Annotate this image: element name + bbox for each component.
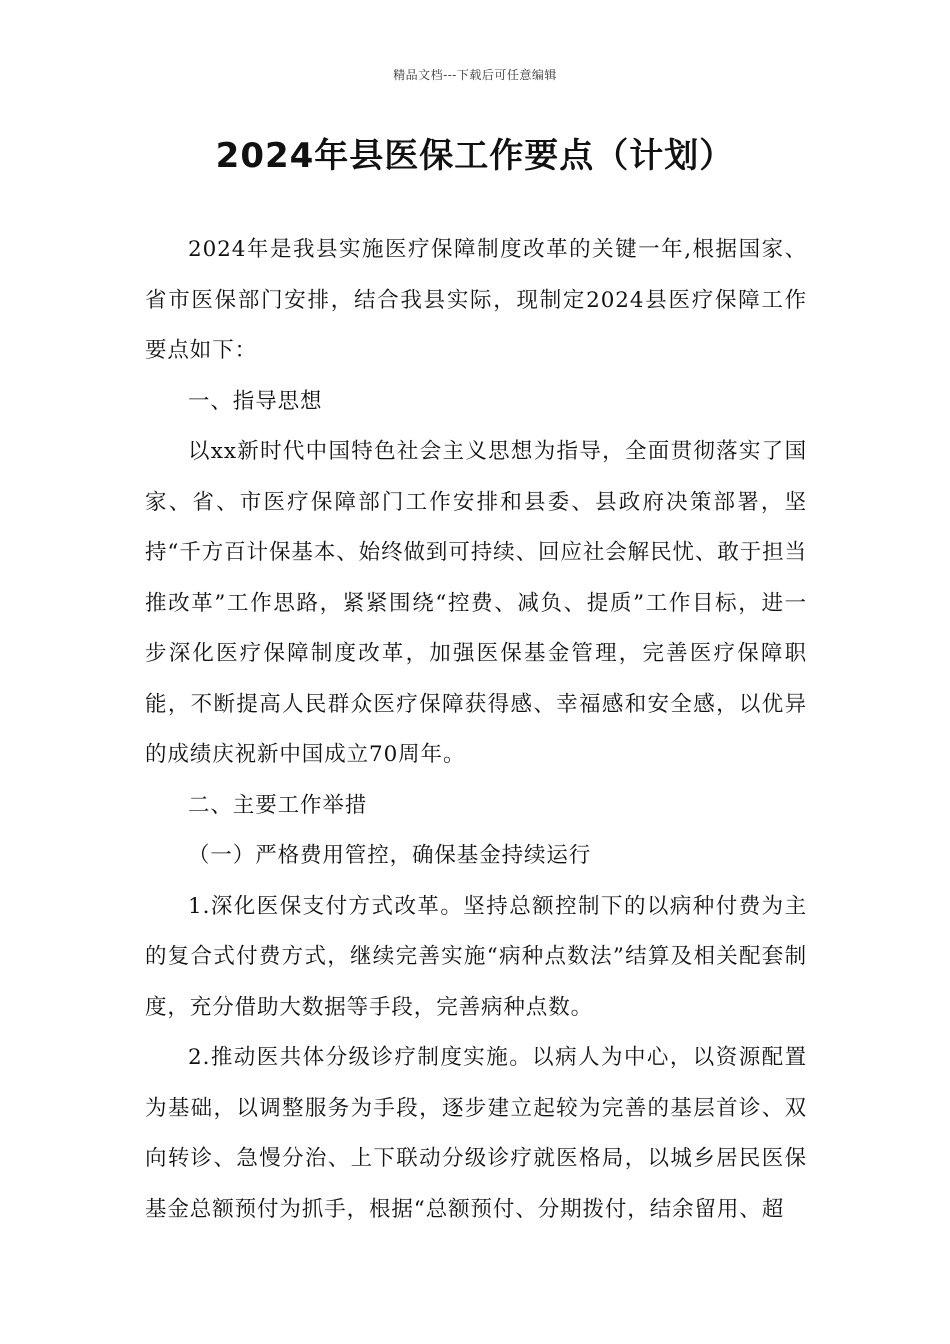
guiding-ideology-paragraph: 以xx新时代中国特色社会主义思想为指导，全面贯彻落实了国家、省、市医疗保障部门工作安排和县委、县政府决策部署，坚持“千方百计保基本、始终做到可持续、回应社会解民忧、敢于担当推改革”工作思路，紧紧围绕“控费、减负、提质”工作目标，进一步深化医疗保障制度改革，加强医保基金管理，完善医疗保障职能，不断提高人民群众医疗保障获得感、幸福感和安全感，以优异的成绩庆祝新中国成立70周年。 xyxy=(145,439,807,767)
intro-paragraph: 2024年是我县实施医疗保障制度改革的关键一年,根据国家、省市医保部门安排，结合我县实际，现制定2024县医疗保障工作要点如下： xyxy=(145,237,807,363)
section-heading-main-measures: 二、主要工作举措 xyxy=(188,792,368,818)
document-title: 2024年县医保工作要点（计划） xyxy=(215,136,735,176)
section-heading-guiding-ideology: 一、指导思想 xyxy=(188,388,323,414)
header-note: 精品文档---下载后可任意编辑 xyxy=(393,68,557,82)
subsection-heading-cost-control: （一）严格费用管控，确保基金持续运行 xyxy=(188,843,592,868)
measure-item-2: 2.推动医共体分级诊疗制度实施。以病人为中心，以资源配置为基础，以调整服务为手段，逐步建立起较为完善的基层首诊、双向转诊、急慢分治、上下联动分级诊疗就医格局，以城乡居民医保基金总额预付为抓手，根据“总额预付、分期拨付，结余留用、超 xyxy=(145,1045,807,1222)
document-body xyxy=(145,225,807,1235)
measure-item-1: 1.深化医保支付方式改革。坚持总额控制下的以病种付费为主的复合式付费方式，继续完善实施“病种点数法”结算及相关配套制度，充分借助大数据等手段，完善病种点数。 xyxy=(145,893,807,1020)
